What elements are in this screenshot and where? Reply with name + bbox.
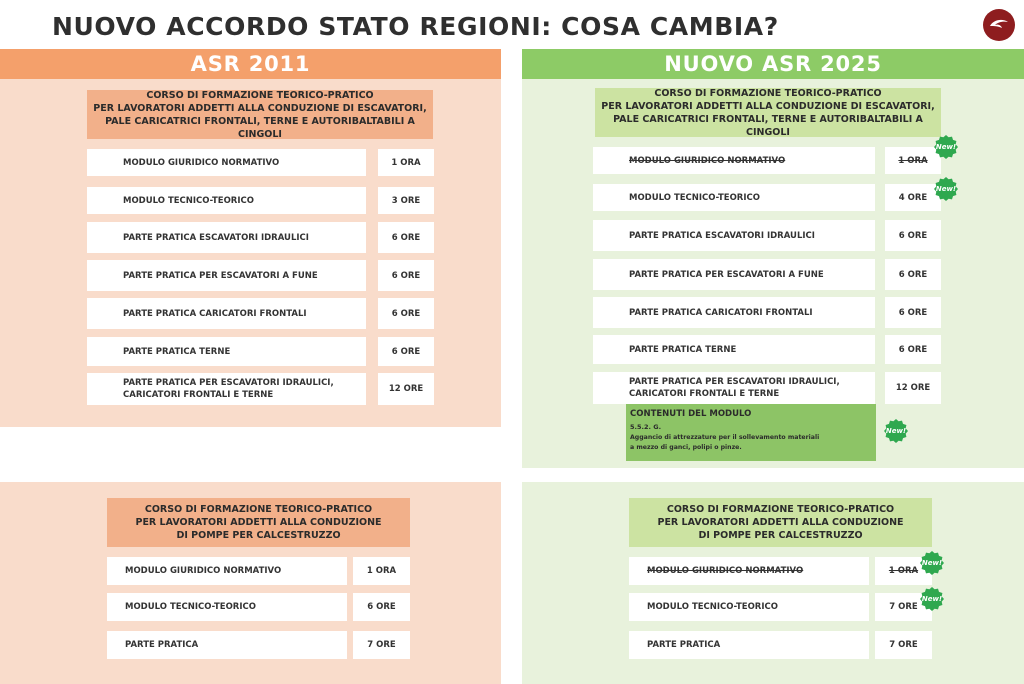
module-cell xyxy=(87,260,366,291)
hours-value: 6 ORE xyxy=(391,270,421,281)
hours-value: 6 ORE xyxy=(367,602,396,612)
hours-cell xyxy=(378,187,434,214)
module-cell xyxy=(107,593,347,621)
hours-cell xyxy=(885,297,941,328)
module-cell xyxy=(87,337,366,366)
hours-value: 1 ORA xyxy=(888,566,919,576)
new-badge-label: New! xyxy=(921,559,943,567)
module-label: PARTE PRATICA PER ESCAVATORI IDRAULICI, xyxy=(629,377,840,387)
module-cell xyxy=(629,631,869,659)
hours-value: 6 ORE xyxy=(391,232,421,243)
module-label: PARTE PRATICA ESCAVATORI IDRAULICI xyxy=(123,232,309,243)
page-title: NUOVO ACCORDO STATO REGIONI: COSA CAMBIA? xyxy=(52,12,779,41)
new-badge xyxy=(920,587,944,611)
course-title-line: PALE CARICATRICI FRONTALI, TERNE E AUTORIBALTABILI A CINGOLI xyxy=(613,113,923,138)
module-cell xyxy=(107,631,347,659)
logo-icon xyxy=(983,9,1015,41)
module-cell xyxy=(87,298,366,329)
new-badge-label: New! xyxy=(935,143,957,151)
contents-text xyxy=(630,433,830,453)
hours-cell xyxy=(378,337,434,366)
hours-value: 6 ORE xyxy=(898,307,928,318)
module-cell xyxy=(87,187,366,214)
contents-title: CONTENUTI DEL MODULO xyxy=(630,409,752,419)
hours-cell xyxy=(353,593,410,621)
hours-value: 12 ORE xyxy=(895,383,931,393)
module-label: MODULO TECNICO-TEORICO xyxy=(629,192,760,203)
course2-title-2011 xyxy=(107,498,410,547)
hours-value: 3 ORE xyxy=(391,195,421,206)
course2-title-2025 xyxy=(629,498,932,547)
hours-cell xyxy=(885,372,941,404)
module-cell xyxy=(593,184,875,211)
module-label: MODULO TECNICO-TEORICO xyxy=(125,602,256,612)
hours-cell xyxy=(378,373,434,405)
module-label: PARTE PRATICA TERNE xyxy=(123,346,231,357)
hours-value: 1 ORA xyxy=(898,155,928,166)
module-label: MODULO TECNICO-TEORICO xyxy=(647,602,778,612)
course-title-line: CORSO DI FORMAZIONE TEORICO-PRATICO xyxy=(666,504,895,515)
module-label: MODULO GIURIDICO NORMATIVO xyxy=(125,566,282,576)
module-label: PARTE PRATICA ESCAVATORI IDRAULICI xyxy=(629,230,815,241)
course-title-line: PALE CARICATRICI FRONTALI, TERNE E AUTORIBALTABILI A CINGOLI xyxy=(105,115,415,140)
hours-value: 6 ORE xyxy=(898,344,928,355)
module-cell xyxy=(593,147,875,174)
module-label: MODULO TECNICO-TEORICO xyxy=(123,195,254,206)
course-title-line: PER LAVORATORI ADDETTI ALLA CONDUZIONE DI ESCAVATORI, xyxy=(601,100,935,112)
asr-2011-header: ASR 2011 xyxy=(0,49,501,79)
hours-value: 1 ORA xyxy=(366,566,397,576)
hours-cell xyxy=(353,557,410,585)
module-cell xyxy=(593,372,875,404)
module-cell xyxy=(87,149,366,176)
module-label: PARTE PRATICA CARICATORI FRONTALI xyxy=(629,307,813,318)
module-label: PARTE PRATICA CARICATORI FRONTALI xyxy=(123,308,307,319)
hours-cell xyxy=(378,149,434,176)
contents-text-line: Aggancio di attrezzature per il sollevamento materiali xyxy=(630,434,820,441)
hours-value: 4 ORE xyxy=(898,192,928,203)
course-title-line: PER LAVORATORI ADDETTI ALLA CONDUZIONE DI ESCAVATORI, xyxy=(93,102,427,114)
course-title-line: DI POMPE PER CALCESTRUZZO xyxy=(176,530,341,541)
module-cell xyxy=(593,259,875,290)
hours-cell xyxy=(875,631,932,659)
module-cell xyxy=(593,297,875,328)
new-badge xyxy=(934,135,958,159)
course-title-line: CORSO DI FORMAZIONE TEORICO-PRATICO xyxy=(654,87,882,99)
module-label: PARTE PRATICA PER ESCAVATORI A FUNE xyxy=(629,269,824,280)
module-label: PARTE PRATICA TERNE xyxy=(629,344,737,355)
course-title-line: CORSO DI FORMAZIONE TEORICO-PRATICO xyxy=(146,89,374,101)
module-label: PARTE PRATICA PER ESCAVATORI IDRAULICI, xyxy=(123,378,334,388)
module-label-line2: CARICATORI FRONTALI E TERNE xyxy=(629,389,780,399)
hours-value: 7 ORE xyxy=(367,640,396,650)
course-title-line: PER LAVORATORI ADDETTI ALLA CONDUZIONE xyxy=(135,517,382,528)
hours-value: 6 ORE xyxy=(898,230,928,241)
module-label: MODULO GIURIDICO NORMATIVO xyxy=(647,566,804,576)
module-label: PARTE PRATICA PER ESCAVATORI A FUNE xyxy=(123,270,318,281)
hours-cell xyxy=(885,259,941,290)
new-badge xyxy=(920,551,944,575)
hours-cell xyxy=(378,222,434,253)
course-title-line: CORSO DI FORMAZIONE TEORICO-PRATICO xyxy=(144,504,373,515)
course-title-line: PER LAVORATORI ADDETTI ALLA CONDUZIONE xyxy=(657,517,904,528)
module-label: MODULO GIURIDICO NORMATIVO xyxy=(629,155,786,166)
module-cell xyxy=(629,557,869,585)
asr-2025-header: NUOVO ASR 2025 xyxy=(522,49,1024,79)
hours-cell xyxy=(378,298,434,329)
hours-value: 6 ORE xyxy=(391,308,421,319)
module-label: PARTE PRATICA xyxy=(647,640,721,650)
new-badge xyxy=(884,419,908,443)
course1-title-2025 xyxy=(595,88,941,137)
hours-cell xyxy=(353,631,410,659)
new-badge-label: New! xyxy=(935,185,957,193)
hours-value: 7 ORE xyxy=(889,602,918,612)
hours-value: 7 ORE xyxy=(889,640,918,650)
module-label: PARTE PRATICA xyxy=(125,640,199,650)
new-badge-label: New! xyxy=(885,427,907,435)
module-cell xyxy=(87,222,366,253)
hours-cell xyxy=(885,184,941,211)
module-cell xyxy=(593,220,875,251)
module-contents-box xyxy=(626,404,876,461)
hours-cell xyxy=(378,260,434,291)
contents-text-line: a mezzo di ganci, polipi o pinze. xyxy=(630,444,742,451)
module-cell xyxy=(629,593,869,621)
module-label: MODULO GIURIDICO NORMATIVO xyxy=(123,157,280,168)
course1-title-2011 xyxy=(87,90,433,139)
hours-cell xyxy=(885,220,941,251)
hours-value: 12 ORE xyxy=(388,384,424,394)
module-cell xyxy=(107,557,347,585)
course-title-line: DI POMPE PER CALCESTRUZZO xyxy=(698,530,863,541)
new-badge xyxy=(934,177,958,201)
module-cell xyxy=(593,335,875,364)
hours-cell xyxy=(885,335,941,364)
hours-cell xyxy=(885,147,941,174)
module-cell xyxy=(87,373,366,405)
hours-value: 6 ORE xyxy=(391,346,421,357)
hours-value: 1 ORA xyxy=(391,157,421,168)
hours-value: 6 ORE xyxy=(898,269,928,280)
contents-code: 5.5.2. G. xyxy=(630,423,662,431)
module-label-line2: CARICATORI FRONTALI E TERNE xyxy=(123,390,274,400)
new-badge-label: New! xyxy=(921,595,943,603)
